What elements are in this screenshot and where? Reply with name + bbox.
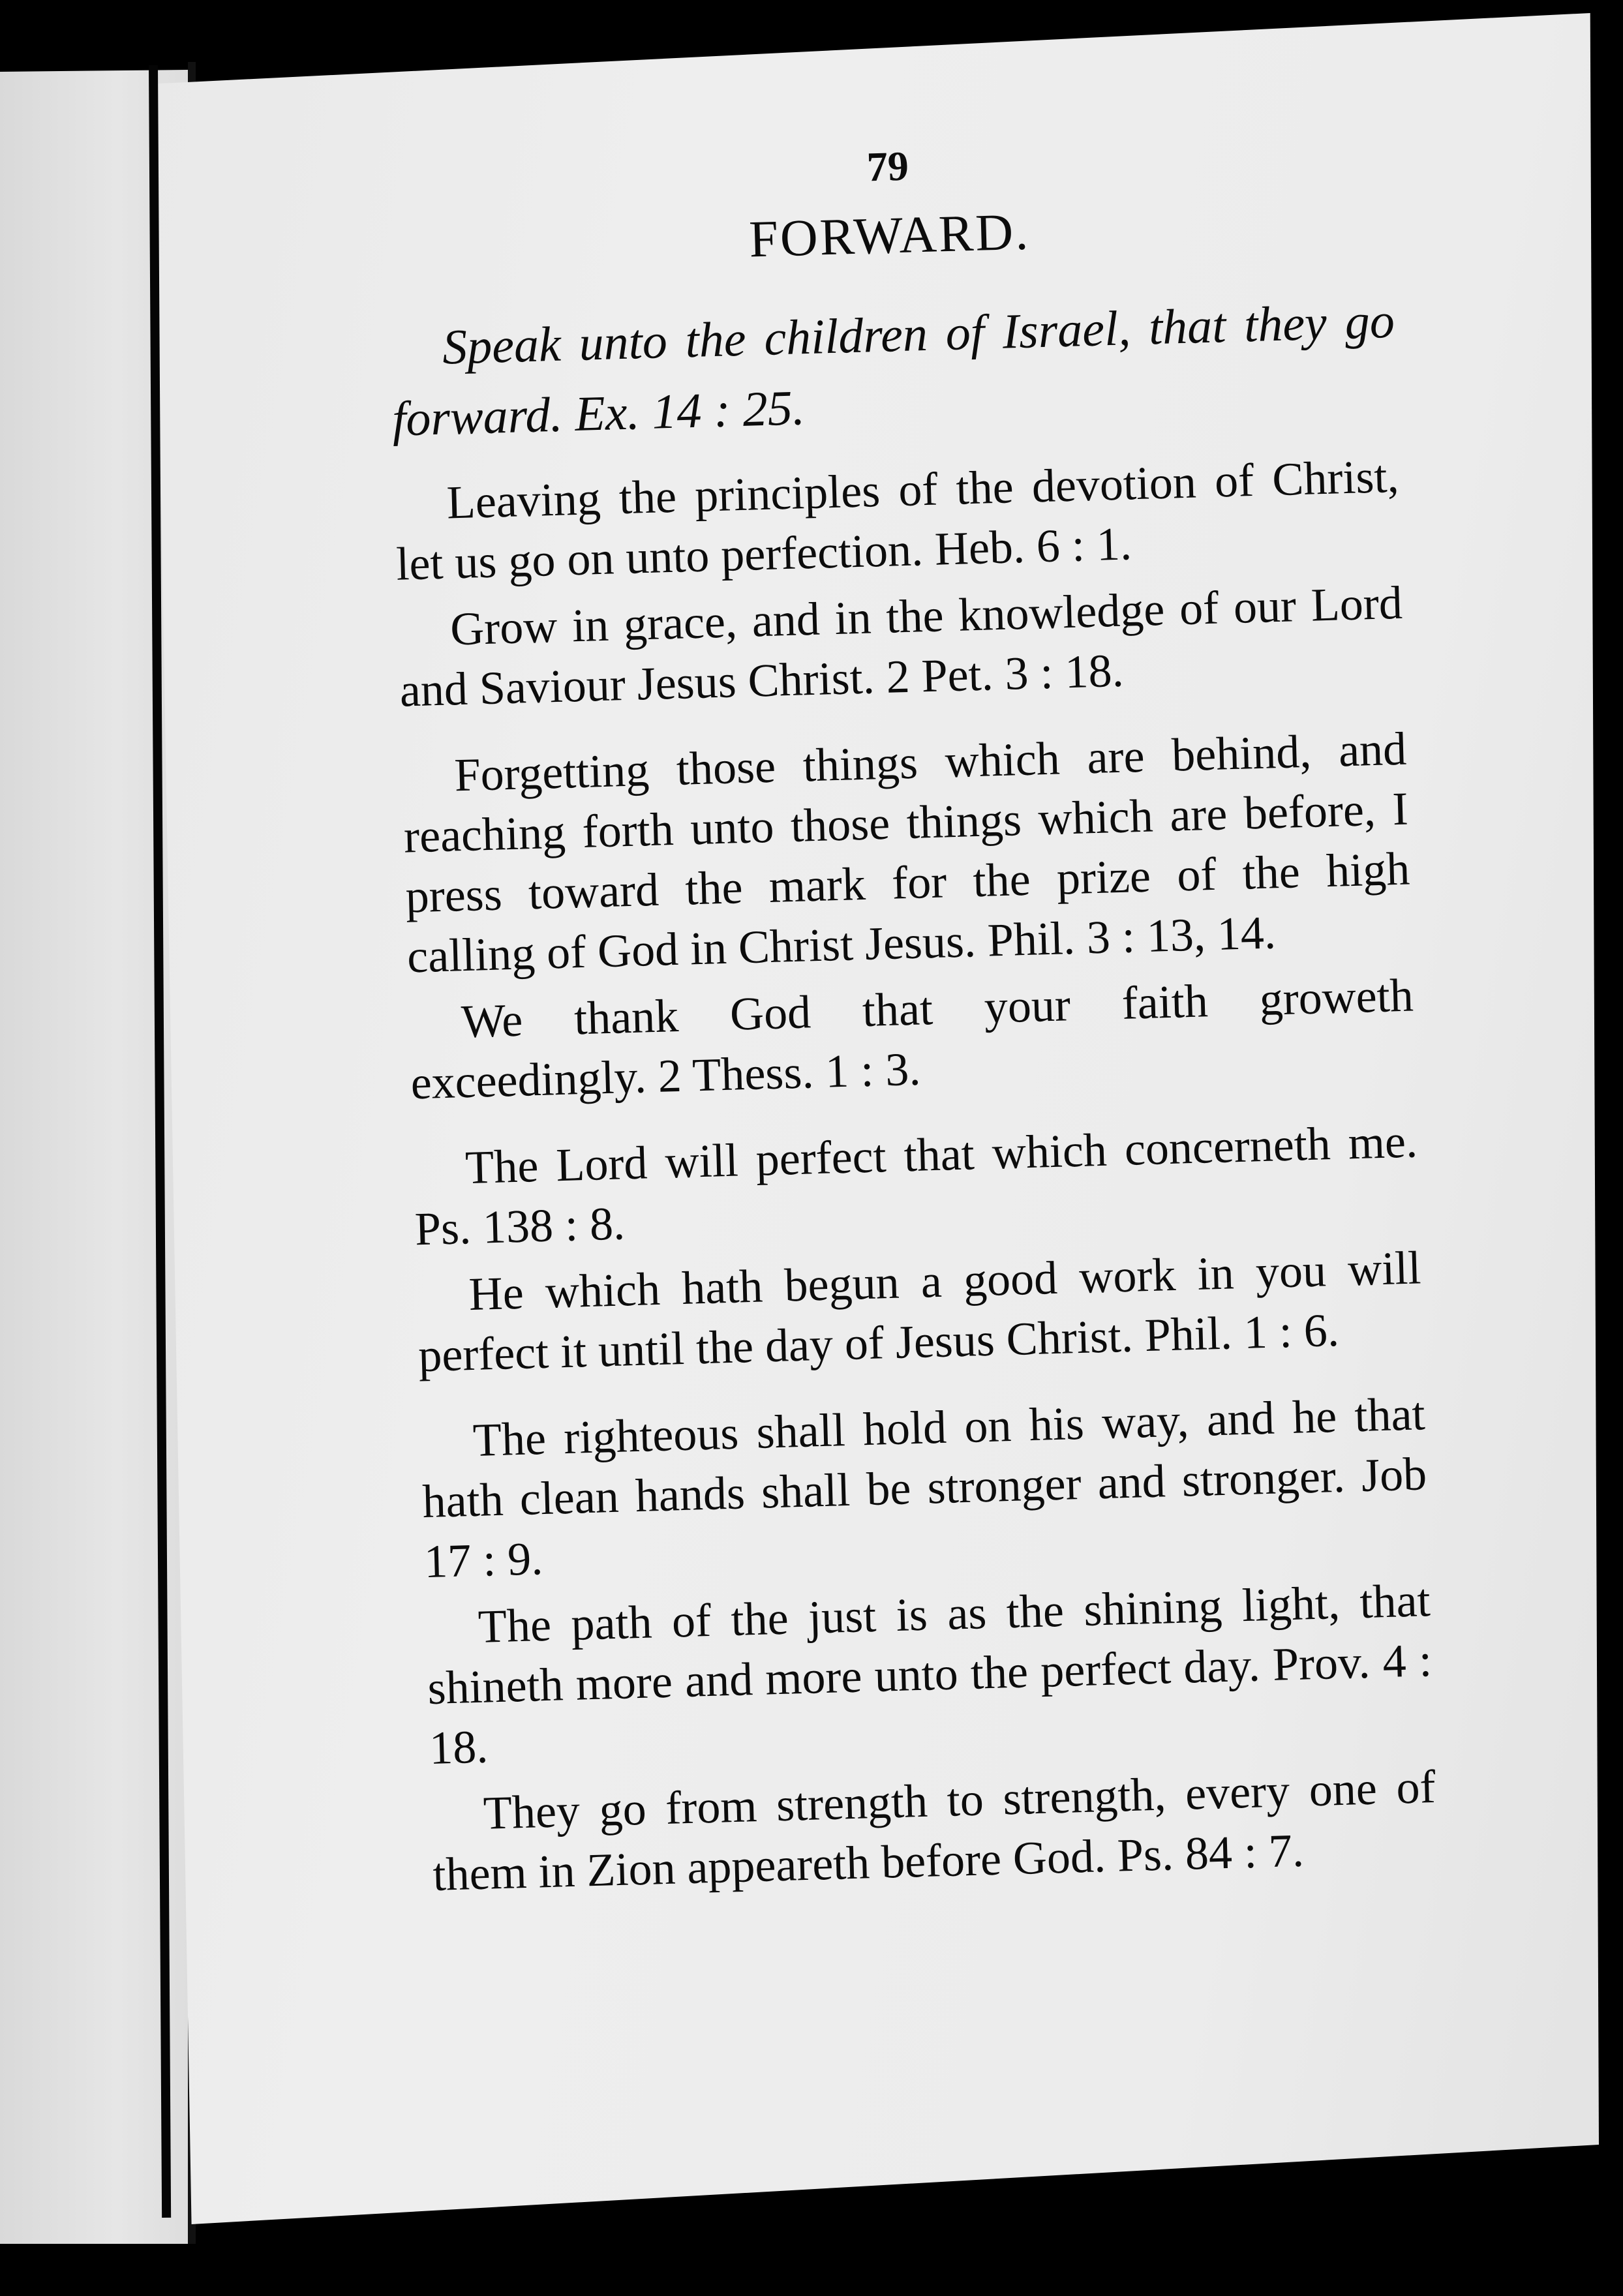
verse-paragraph: Forgetting those things which are behind, and reaching forth unto those things which are before, I press toward the mark for the prize of the high calling of God in Christ Jesus. Phil. 3 : 13, 14. [403, 722, 1411, 983]
verse-paragraph: The path of the just is as the shining light, that shineth more and more unto the perfect day. Prov. 4 : 18. [427, 1574, 1433, 1775]
verse-paragraph: He which hath begun a good work in you will perfect it until the day of Jesus Christ. Phil. 1 : 6. [417, 1241, 1422, 1382]
verse-paragraph: Leaving the principles of the devotion of Christ, let us go on unto perfection. Heb. 6 : 1. [395, 449, 1400, 590]
verse-paragraph: We thank God that your faith groweth exceedingly. 2 Thess. 1 : 3. [410, 969, 1414, 1110]
scan-border [0, 2244, 1623, 2296]
verse-paragraph: Grow in grace, and in the knowledge of our Lord and Saviour Jesus Christ. 2 Pet. 3 : 18. [399, 576, 1403, 717]
page-text [385, 128, 1438, 1911]
page-number: 79 [866, 142, 909, 190]
verse-paragraph: The Lord will perfect that which concerneth me. Ps. 138 : 8. [414, 1115, 1418, 1256]
epigraph-verse: Speak unto the children of Israel, that they go forward. Ex. 14 : 25. [391, 293, 1395, 447]
section-heading: FORWARD. [748, 203, 1031, 269]
verse-paragraph: The righteous shall hold on his way, and he that hath clean hands shall be stronger and stronger. Job 17 : 9. [421, 1387, 1428, 1588]
verse-paragraph: They go from strength to strength, every one of them in Zion appeareth before God. Ps. 84 : 7. [432, 1760, 1436, 1901]
